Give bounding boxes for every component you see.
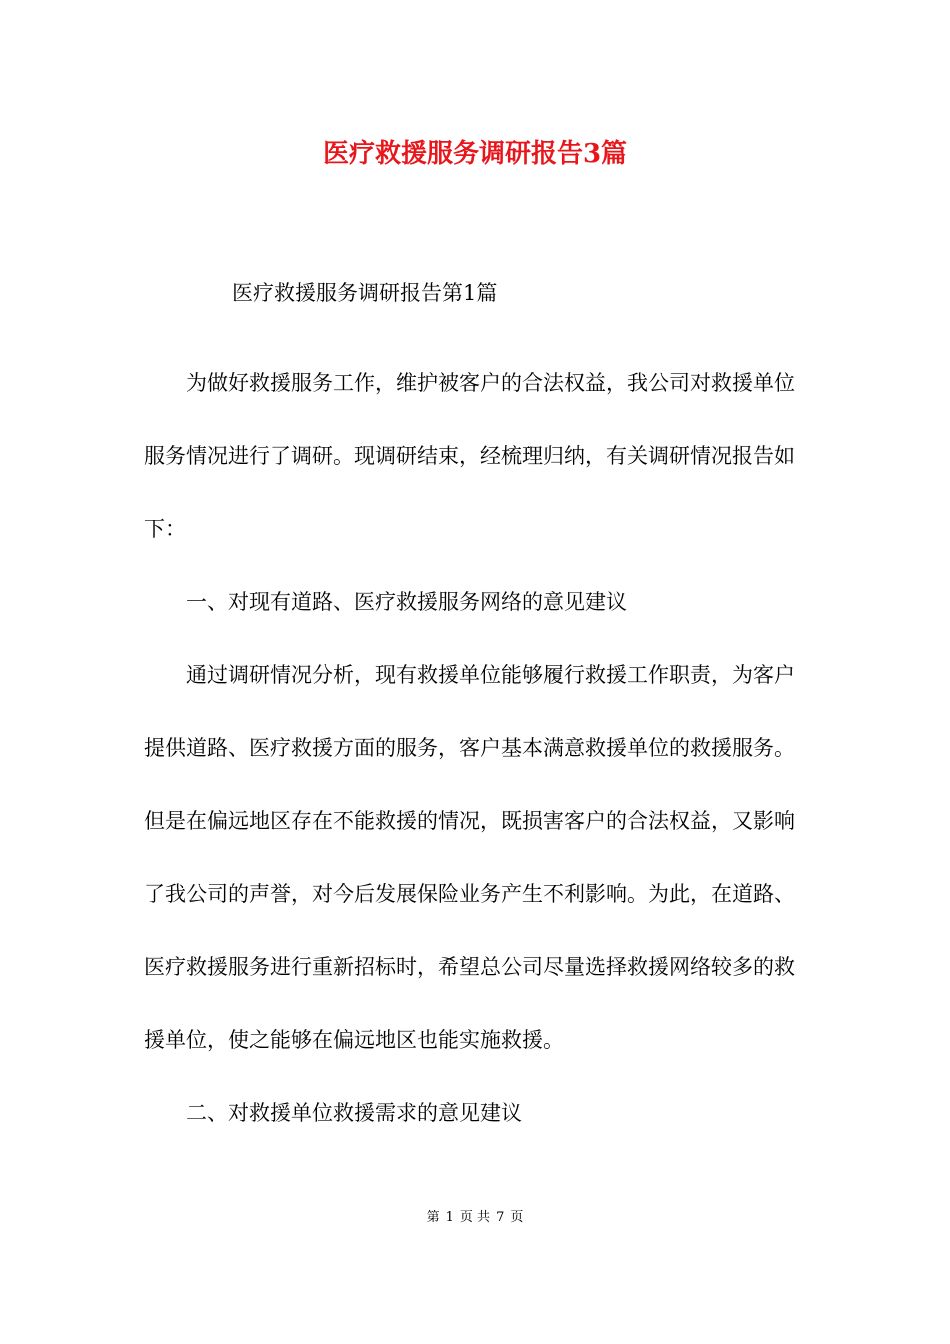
footer-label-prefix: 第 — [426, 1210, 440, 1225]
page-footer — [0, 1208, 950, 1228]
footer-total-pages: 7 — [496, 1210, 505, 1225]
paragraph-network: 通过调研情况分析，现有救援单位能够履行救援工作职责，为客户提供道路、医疗救援方面的服务，客户基本满意救援单位的救援服务。但是在偏远地区存在不能救援的情况，既损害客户的合法权益，又影响了我公司的声誉，对今后发展保险业务产生不利影响。为此，在道路、医疗救援服务进行重新招标时，希望总公司尽量选择救援网络较多的救援单位，使之能够在偏远地区也能实施救援。 — [144, 663, 795, 1052]
section-heading-1: 一、对现有道路、医疗救援服务网络的意见建议 — [186, 590, 627, 614]
footer-label-middle: 页 共 — [459, 1210, 491, 1225]
paragraph-intro: 为做好救援服务工作，维护被客户的合法权益，我公司对救援单位服务情况进行了调研。现调研结束，经梳理归纳，有关调研情况报告如下： — [144, 371, 795, 541]
document-title: 医疗救援服务调研报告3篇 — [322, 139, 628, 169]
footer-label-suffix: 页 — [510, 1210, 524, 1225]
document-body — [144, 347, 812, 1150]
section-heading-2: 二、对救援单位救援需求的意见建议 — [186, 1101, 522, 1125]
footer-current-page: 1 — [445, 1210, 454, 1225]
section-subtitle: 医疗救援服务调研报告第1篇 — [232, 281, 498, 305]
